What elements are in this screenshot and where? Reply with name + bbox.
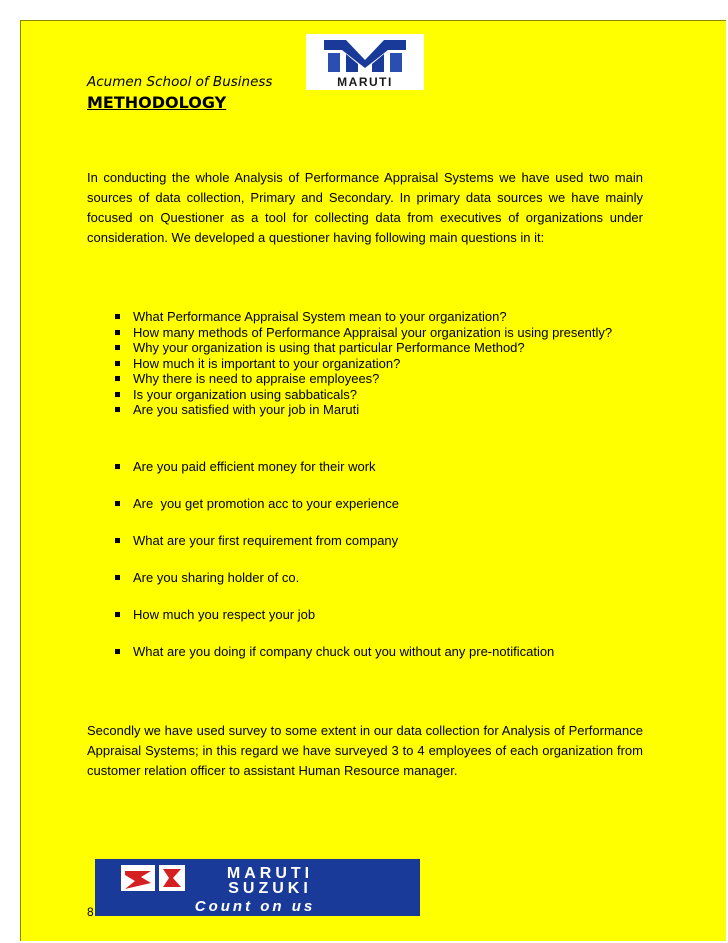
bullet-icon [115, 464, 120, 469]
list-item-text: Are you get promotion acc to your experience [133, 496, 399, 511]
page-number: 8 [87, 905, 94, 919]
bullet-icon [115, 392, 120, 397]
logo-line-2: SUZUKI [228, 880, 312, 897]
intro-paragraph: In conducting the whole Analysis of Performance Appraisal Systems we have used two main sources of data collection, Primary and Secondary. In primary data sources we have mainly focused on Questioner as a tool for collecting data from executives of organizations under consideration. We developed a questioner having following main questions in it: [87, 170, 643, 245]
list-item-text: Why your organization is using that particular Performance Method? [133, 340, 525, 355]
list-item [109, 644, 643, 660]
bullet-icon [115, 314, 120, 319]
list-item-text: Are you paid efficient money for their work [133, 459, 376, 474]
list-item [109, 309, 643, 325]
list-item-text: Why there is need to appraise employees? [133, 371, 380, 386]
list-item-text: What Performance Appraisal System mean to your organization? [133, 309, 507, 324]
list-item-text: How much it is important to your organization? [133, 355, 401, 371]
list-item [109, 607, 643, 623]
document-page [20, 20, 726, 941]
list-item [109, 459, 643, 475]
list-item [109, 340, 643, 356]
list-item-text: What are your first requirement from company [133, 533, 399, 548]
question-list-primary [109, 309, 643, 418]
bullet-icon [115, 361, 120, 366]
bullet-icon [115, 376, 120, 381]
list-item [109, 387, 643, 403]
question-list-secondary [109, 459, 643, 681]
list-item [109, 325, 643, 341]
logo-tagline: Count on us [194, 898, 316, 915]
list-item-text: Are you satisfied with your job in Maruti [133, 402, 360, 417]
list-item [109, 356, 643, 372]
maruti-suzuki-logo [95, 859, 420, 916]
list-item-text: How much you respect your job [133, 607, 316, 622]
logo-line-1: MARUTI [226, 865, 314, 882]
bullet-icon [115, 575, 120, 580]
list-item [109, 533, 643, 549]
maruti-logo [306, 34, 424, 90]
bullet-icon [115, 345, 120, 350]
list-item-text: Is your organization using sabbaticals? [133, 386, 358, 402]
list-item [109, 371, 643, 387]
list-item [109, 570, 643, 586]
bullet-icon [115, 330, 120, 335]
list-item-text: What are you doing if company chuck out you without any pre-notification [133, 644, 555, 659]
bullet-icon [115, 501, 120, 506]
bullet-icon [115, 612, 120, 617]
school-name: Acumen School of Business [87, 74, 273, 90]
list-item [109, 402, 643, 418]
bullet-icon [115, 407, 120, 412]
page-title: METHODOLOGY [87, 93, 227, 112]
list-item-text: Are you sharing holder of co. [133, 570, 300, 585]
bullet-icon [115, 538, 120, 543]
closing-paragraph: Secondly we have used survey to some extent in our data collection for Analysis of Performance Appraisal Systems; in this regard we have surveyed 3 to 4 employees of each organization from customer relation officer to assistant Human Resource manager. [87, 723, 643, 778]
list-item [109, 496, 643, 512]
maruti-logo-text: MARUTI [337, 75, 393, 89]
list-item-text: How many methods of Performance Appraisal your organization is using presently? [133, 324, 613, 340]
bullet-icon [115, 649, 120, 654]
